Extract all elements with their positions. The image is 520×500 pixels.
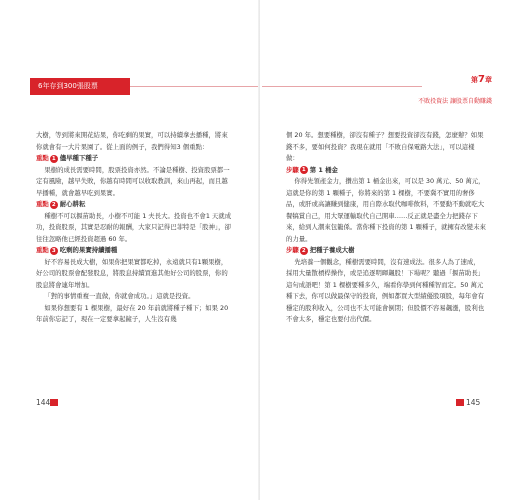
right-page-body [286, 130, 486, 326]
header-rule [262, 86, 422, 87]
header-rule [130, 86, 260, 87]
left-page-body [36, 130, 232, 326]
step-heading [36, 153, 232, 165]
step-badge: 重點 [36, 246, 49, 254]
step-title: 儘早種下種子 [59, 154, 99, 162]
chapter-suffix: 章 [485, 76, 492, 84]
step-title: 耐心耕耘 [59, 200, 86, 208]
body-paragraph: 好不容易長成大樹，如果你把果實都吃掉，永遠就只有1顆果樹，好公司的股票會配發股息，將股息持續買進其他好公司的股票，你的股息將會連年增加。 [36, 257, 228, 289]
step-heading [286, 245, 486, 257]
step-title: 吃剩的果實持續播種 [59, 246, 118, 254]
step-number-badge: 1 [50, 155, 58, 163]
step-heading [36, 245, 232, 257]
chapter-number: 7 [478, 74, 485, 85]
step-number-badge: 1 [300, 166, 308, 174]
page-number-left: 144 [36, 398, 51, 407]
step-title: 第 1 桶金 [309, 165, 338, 174]
step-number-badge: 2 [50, 201, 58, 209]
chapter-label [471, 74, 492, 85]
folio-marker [456, 399, 464, 406]
body-paragraph: 你得先領產金力，攢出第 1 桶金出來，可以是 30 萬元、50 萬元，這就是你的第 1 顆種子，你將來的第 1 棵樹，不要冀不實用的奢侈品，或肝或高讓賺到健康，用自際水取代咖啡飲料，不要動不動就吃大餐犒賞自己，用大眾運輸取代自己開車……反正就是盡全力把錢存下來，給到人潮來包籠係。當你種下投資的第 1 顆種子，就擁有改變未來的力量。 [286, 177, 486, 243]
body-paragraph: 果樹的成長需要時間，股票投資亦然。不論是種樹、投資股票都一定有風險，越早失敗，你越有時間可以收取教訓，來山再起，而且越早播種，就會越早吃到果實。 [36, 165, 230, 197]
chapter-subtitle: 不敗投資法 讓股票自動賺錢 [418, 98, 492, 105]
step-number-badge: 3 [50, 247, 58, 255]
body-paragraph: 大樹，等到將來開花結果，你吃剩的果實，可以持續拿去播種，將來你就會有一大片果園了。從上面的例子，我們得知3 個重點： [36, 131, 228, 151]
body-paragraph: 先培養一個觀念，種樹需要時間，沒有速成法。很多人為了速成，採用大量散槓桿操作，或是追逐明暉飆股！下場呢？聽過「揠苗助長」這句成語吧！第 1 棵樹要種多久，端看你學到何種種智而定。50 萬元種下去，你可以做最保守的投資，例如都買大型績優股項股，每年會有穩定的股利收入，公司也不太可能會倒閉；但股價不容易飆漲，股利也不會太多，穩定也要付出代價。 [286, 257, 485, 323]
step-heading [36, 199, 232, 211]
step-badge: 重點 [36, 200, 49, 208]
body-paragraph: 如果你想要有 1 棵果樹，最好在 20 年前就將種子種下；如果 20 年前你忘記了，現在一定要拿起鏟子，人生沒有幾 [36, 303, 229, 323]
body-paragraph: 個 20 年。想要種樹，卻沒有種子？想要投資卻沒有錢，怎麼辦？如果錢不多，要如何投資？我現在就用「不敗自保電路大法」，可以這樣做： [286, 131, 484, 162]
page-number-right: 145 [466, 398, 481, 407]
running-head: 6年存到300張股票 [30, 78, 130, 95]
step-badge: 重點 [36, 154, 49, 162]
step-heading [286, 165, 486, 177]
step-badge: 步驟 [286, 165, 299, 174]
step-badge: 步驟 [286, 246, 299, 254]
body-paragraph: 種樹不可以揠苗助長，小樹不可能 1 夫長大。投資也不會1 天就成功，投資股票，其實是忍耐的報酬，大家只記得巴菲特是「股神」，卻往往忽略他已經投資超過 60 年。 [36, 211, 232, 243]
chapter-prefix: 第 [471, 76, 479, 84]
step-number-badge: 2 [300, 247, 308, 255]
folio-marker [50, 399, 58, 406]
body-paragraph: 「對的事情重複一直做，你就會成功。」這就是投資。 [44, 292, 195, 300]
step-title: 把種子養成大樹 [309, 246, 355, 254]
